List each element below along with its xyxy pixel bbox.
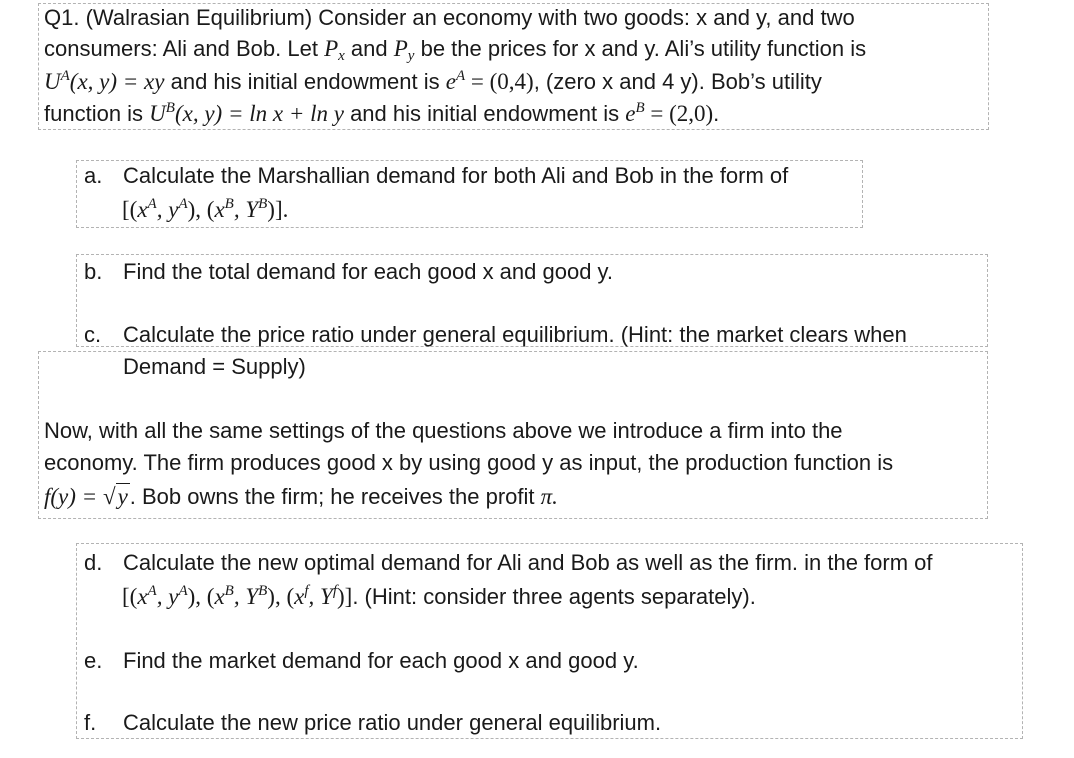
ali-utility-formula: $U^A(x$, y) = xy (44, 68, 165, 94)
profit-symbol: π. (540, 484, 558, 509)
question-e-text: Find the market demand for each good x and good y. (123, 648, 639, 673)
intro-text-3b: , (zero x and 4 y). Bob’s utility (533, 69, 822, 94)
question-e-label: e. (84, 648, 103, 673)
question-d-line-2 (122, 581, 756, 613)
intro-line-1 (44, 2, 855, 34)
intro-text-4b: and his initial endowment is (343, 101, 626, 126)
question-b-label: b. (84, 259, 103, 284)
intro-text-4c: . (713, 101, 720, 126)
question-c-label: c. (84, 322, 102, 347)
question-b-text: Find the total demand for each good x and good y. (123, 259, 614, 284)
question-a-text: Calculate the Marshallian demand for both Ali and Bob in the form of (123, 163, 789, 188)
intro-text-1: Q1. (Walrasian Equilibrium) Consider an economy with two goods: x and y, and two (44, 5, 855, 30)
question-f-label: f. (84, 710, 97, 735)
question-c-text: Calculate the price ratio under general equilibrium. (Hint: the market clears when (123, 322, 907, 347)
intro-text-2b: and (344, 36, 394, 61)
question-a-label: a. (84, 163, 103, 188)
firm-line-1 (44, 415, 843, 447)
firm-text-3: . Bob owns the firm; he receives the profit (129, 484, 541, 509)
intro-line-4 (44, 98, 719, 130)
question-a-line-2 (122, 194, 288, 226)
firm-text-2: economy. The firm produces good x by using good y as input, the production function is (44, 450, 894, 475)
intro-line-3 (44, 66, 822, 98)
price-y-symbol: $P_y$ (393, 36, 415, 64)
production-function: f(y) = √y (44, 484, 128, 509)
bob-utility-formula: $U^B(x$, y) = ln x + ln y (149, 100, 344, 126)
intro-line-2 (44, 33, 866, 65)
firm-line-2 (44, 447, 893, 479)
question-d-label: d. (84, 550, 103, 575)
intro-text-3a: and his initial endowment is (164, 69, 446, 94)
bob-endowment-formula: $e^B = (2,0)$ (625, 100, 714, 126)
question-d-form: [($x^A$, $y^A$), ($x^B$, $Y^B$), ($x^f$, $Y^f$)] (122, 583, 353, 609)
firm-text-1: Now, with all the same settings of the questions above we introduce a firm into the (44, 418, 843, 443)
intro-text-4a: function is (44, 101, 150, 126)
question-c-text-2: Demand = Supply) (123, 354, 306, 379)
ali-endowment-formula: $e^A = (0,4)$ (445, 68, 534, 94)
question-a-form: [($x^A$, $y^A$), ($x^B$, $Y^B$)]. (122, 196, 289, 222)
firm-line-3 (44, 481, 558, 513)
question-d-hint: . (Hint: consider three agents separately). (352, 584, 756, 609)
intro-text-2a: consumers: Ali and Bob. Let (44, 36, 325, 61)
question-f-text: Calculate the new price ratio under general equilibrium. (123, 710, 662, 735)
intro-text-2c: be the prices for x and y. Ali’s utility function is (414, 36, 867, 61)
price-x-symbol: $P_x$ (324, 36, 345, 64)
question-c-line-2 (123, 351, 306, 383)
question-d-text: Calculate the new optimal demand for Ali and Bob as well as the firm. in the form of (123, 550, 933, 575)
